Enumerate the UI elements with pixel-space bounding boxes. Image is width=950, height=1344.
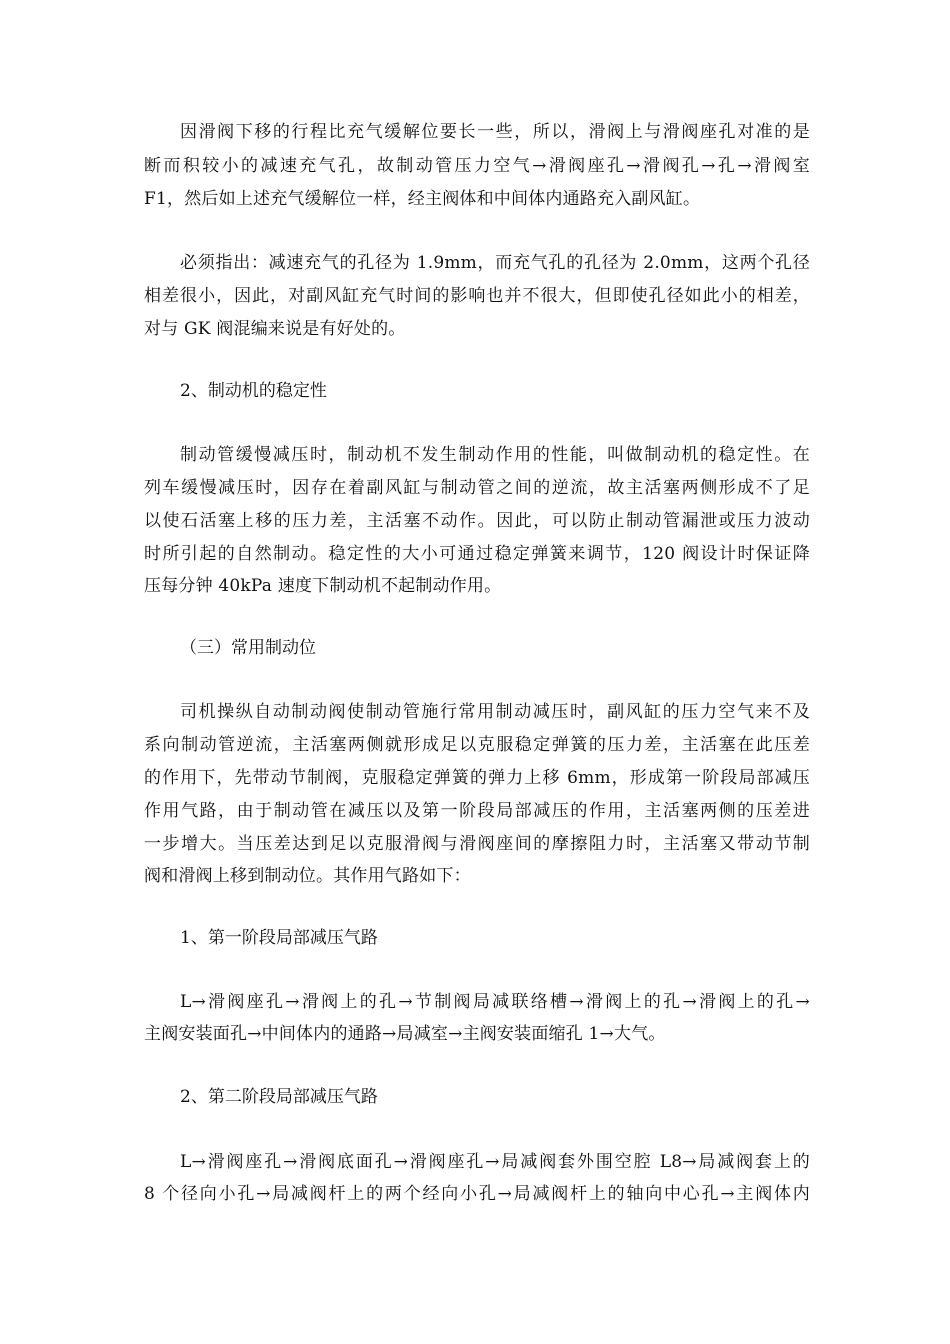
section-heading-service-braking: （三）常用制动位	[180, 638, 316, 658]
paragraph-4-line-2: 系向制动管逆流，主活塞两侧就形成足以克服稳定弹簧的压力差，主活塞在此压差	[144, 735, 810, 755]
section-heading-first-stage: 1、第一阶段局部减压气路	[180, 928, 378, 948]
paragraph-1-line-1: 因滑阀下移的行程比充气缓解位要长一些，所以，滑阀上与滑阀座孔对准的是	[180, 122, 810, 142]
paragraph-6-line-2: 8 个径向小孔→局减阀杆上的两个经向小孔→局减阀杆上的轴向中心孔→主阀体内	[144, 1184, 810, 1204]
paragraph-5-line-1: L→滑阀座孔→滑阀上的孔→节制阀局减联络槽→滑阀上的孔→滑阀上的孔→	[180, 992, 810, 1012]
paragraph-4-line-5: 一步增大。当压差达到足以克服滑阀与滑阀座间的摩擦阻力时，主活塞又带动节制	[144, 834, 810, 854]
paragraph-6-line-1: L→滑阀座孔→滑阀底面孔→滑阀座孔→局减阀套外围空腔 L8→局减阀套上的	[180, 1152, 810, 1172]
paragraph-3-line-4: 时所引起的自然制动。稳定性的大小可通过稳定弹簧来调节，120 阀设计时保证降	[144, 544, 810, 564]
paragraph-5-line-2: 主阀安装面孔→中间体内的通路→局减室→主阀安装面缩孔 1→大气。	[144, 1024, 666, 1044]
section-heading-second-stage: 2、第二阶段局部减压气路	[180, 1087, 378, 1107]
paragraph-4-line-6: 阀和滑阀上移到制动位。其作用气路如下：	[144, 866, 471, 886]
paragraph-2-line-1: 必须指出：减速充气的孔径为 1.9mm，而充气孔的孔径为 2.0mm，这两个孔径	[180, 253, 810, 273]
paragraph-2-line-3: 对与 GK 阀混编来说是有好处的。	[144, 319, 406, 339]
paragraph-4-line-4: 作用气路，由于制动管在减压以及第一阶段局部减压的作用，主活塞两侧的压差进	[144, 801, 810, 821]
paragraph-2-line-2: 相差很小，因此，对副风缸充气时间的影响也并不很大，但即使孔径如此小的相差，	[144, 286, 810, 306]
paragraph-3-line-1: 制动管缓慢减压时，制动机不发生制动作用的性能，叫做制动机的稳定性。在	[180, 445, 810, 465]
paragraph-3-line-2: 列车缓慢减压时，因存在着副风缸与制动管之间的逆流，故主活塞两侧形成不了足	[144, 478, 810, 498]
paragraph-1-line-3: F1，然后如上述充气缓解位一样，经主阀体和中间体内通路充入副风缸。	[144, 189, 701, 209]
paragraph-3-line-5: 压每分钟 40kPa 速度下制动机不起制动作用。	[144, 576, 502, 596]
paragraph-4-line-1: 司机操纵自动制动阀使制动管施行常用制动减压时，副风缸的压力空气来不及	[180, 702, 810, 722]
paragraph-4-line-3: 的作用下，先带动节制阀，克服稳定弹簧的弹力上移 6mm，形成第一阶段局部减压	[144, 768, 810, 788]
paragraph-3-line-3: 以使石活塞上移的压力差，主活塞不动作。因此，可以防止制动管漏泄或压力波动	[144, 511, 810, 531]
section-heading-stability: 2、制动机的稳定性	[180, 381, 327, 401]
paragraph-1-line-2: 断而积较小的减速充气孔，故制动管压力空气→滑阀座孔→滑阀孔→孔→滑阀室	[144, 156, 810, 176]
